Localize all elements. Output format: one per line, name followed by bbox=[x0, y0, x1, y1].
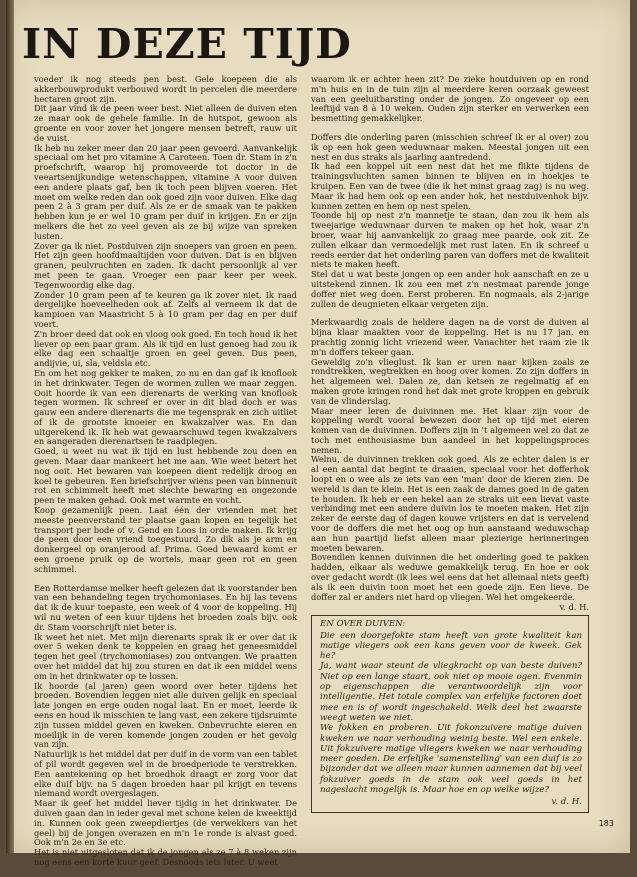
magazine-page bbox=[6, 0, 630, 867]
right-column bbox=[311, 75, 589, 813]
page-spine bbox=[6, 0, 14, 853]
author-signature: v. d. H. bbox=[559, 602, 589, 613]
sidebar-box bbox=[311, 615, 589, 812]
left-column bbox=[34, 75, 297, 877]
page-title: IN DEZE TIJD bbox=[22, 20, 352, 68]
box-signature: v. d. H. bbox=[551, 797, 582, 808]
page-number: 183 bbox=[598, 819, 614, 828]
box-title: EN OVER DUIVEN: bbox=[320, 619, 406, 630]
paragraph: waarom ik er achter heen zit? De zieke houtduiven op en rond m'n huis en in de tuin zijn al meerdere keren oorzaak geweest van een geeluitbarsting onder de jongen. Zo ongeveer op een leeftijd van 8 à 10 weken. Ouden zijn sterker en verwerken een besmetting gemakkelijker. bbox=[311, 74, 589, 124]
paragraph: Een Rotterdamse melker heeft gelezen dat ik voorstander ben van een behandeling tegen trychomoniases. En hij las tevens dat ik de kuur toepaste, een week of 4 voor de koppeling. Hij wil nu weten of een kuur tijdens het broeden zoals bijv. ook dr. Stam voorschrijft niet beter is. Ik weet het niet. Met mijn dierenarts sprak ik er over dat ik over 5 weken denk te koppelen en graag het geneesmiddel tegen het geel (trychomoniases) zou ontvangen. We praatten over het middel dat hij zou sturen en dat ik een middel wens om in het drinkwater op te lossen. Ik hoorde (al jaren) geen woord over beter tijdens het broeden. Bovendien leggen niet alle duiven gelijk en speciaal late jongen en erge ouden nogal laat. En er moet, leerde ik eens en houd ik misschien te lang vast, een zekere tijdsruimte zijn tussen middel geven en kweken. Onbevruchte eieren en moeilijk in de veren komende jongen zouden er het gevolg van zijn. Natuurlijk is het middel dat per duif in de vorm van een tablet of pil wordt gegeven wel in de broedperiode te verstrekken. Een aantekening op het broedhok draagt er zorg voor dat elke duif bijv. na 5 dagen broeden haar pil krijgt en tevens niemand wordt overgeslagen. Maar ik geef het middel liever tijdig in het drinkwater. De duiven gaan dan in ieder geval met schone kelen de kweektijd in. Kunnen ook geen zweepdiertjes (de verwekkers van het geel) bij de jongen overazen en m'n 1e ronde is alvast goed. Ook m'n 2e en 3e etc. Het is niet uitgesloten dat ik de jongen als ze 7 à 8 weken zijn nog eens een korte kuur geef. Desnoods iets later. U weet bbox=[34, 582, 297, 867]
box-text: Die een doorgefokte stam heeft van grote kwaliteit kan matige vliegers ook een kans geven voor de kweek. Gek he? Ja, want waar steunt de vliegkracht op van beste duiven? Niet op een lange staart, ook niet op mooie ogen. Evenmin op eigenschappen die verantwoordelijk zijn voor intelligentie. Het totale complex van erfelijke factoren doet mee en is of wordt ingeschakeld. Welk deel het zwaarste weegt weten we niet. We fokken en proberen. Uit fokonzuivere matige duiven kweken we naar verhouding weinig beste. Wel een enkele. Uit fokzuivere matige vliegers kweken we naar verhouding meer goeden. De erfelijke 'samenstelling' van een duif is zo bijzonder dat we alleen maar kunnen aannemen dat bij veel fokzuiver goeds in de stam ook veel goeds in het nageslacht mogelijk is. Maar hoe en op welke wijze? bbox=[320, 630, 582, 795]
paragraph: Doffers die onderling paren (misschien schreef ik er al over) zou ik op een hok geen weduwnaar maken. Meestal jongen uit een nest en dus straks als jaarling aantredend. Ik had een koppel uit een nest dat het me flikte tijdens de trainingsvluchten samen binnen te blijven en in hoekjes te kruipen. Een van de twee (die ik het minst graag zag) is nu weg. Maar ik had hem ook op een ander hok, het nestduivenhok bijv. kunnen zetten en hem op nest spelen. Toonde hij op nest z'n mannetje te staan, dan zou ik hem als tweejarige weduwnaar durven te maken op het hok, waar z'n broer, waar hij aanvankelijk zo graag mee paarde, ook zit. Ze zullen elkaar dan vermoedelijk met rust laten. En ik schreef u reeds eerder dat het onderling paren van doffers met de kwaliteit niets te maken heeft. Stel dat u wat beste jongen op een ander hok aanschaft en ze u uitstekend zinnen. Ik zou een met z'n nestmaat parende jonge doffer niet weg doen. Eerst proberen. En nogmaals, als 2-jarige zullen de deugnieten elkaar vergeten zijn. bbox=[311, 131, 589, 309]
paragraph: Merkwaardig zoals de heldere dagen na de vorst de duiven al bijna klaar maakten voor de koppeling. Het is nu 17 jan. en prachtig zonnig licht vriezend weer. Vanachter het raam zie ik m'n doffers tekeer gaan. Geweldig zo'n vlieglust. Ik kan er uren naar kijken zoals ze rondtrekken, wegtrekken en hoog over komen. Zo zijn doffers in het algemeen wel. Dalen ze, dan ketsen ze regelmatig af en maken grote kringen rond het dak met grote kroppen en gebruik van de vlinderslag. Maar meer leren de duivinnen me. Het klaar zijn voor de koppeling wordt vooral bewezen door het op tijd met eieren komen van de duivinnen. Doffers zijn in 't algemeen wel zo dat ze toch met enthousiasme bun aandeel in het koppelingsproces nemen. Welnu, de duivinnen trekken ook goed. Als ze echter dalen is er al een aantal dat begint te draaien, speciaal voor het dofferhok loopt en o wee als ze iets van een 'man' door de kieren zien. De wereld is dan te klein. Het is een zaak de dames goed in de gaten te houden. Ik heb er een hekel aan ze straks uit een lievat vaste verbinding met een andere duivin los te moeten maken. Het zijn zeker de eerste dag of dagen kouwe vrijsters en dat is vervelend voor de doffers die met het oog op hun aanstaand weduwschap aan hun paartijd liefst alleen maar plezierige herinneringen moeten bewaren. Bovendien kennen duivinnen die het onderling goed te pakken hadden, elkaar als weduwe gemakkelijk terug. En hoe er ook over gedacht wordt (ik lees wel eens dat het allemaal niets geeft) als ik een duivin toon moet het een goede zijn. Een lieve. De doffer zal er anders niet hard op vliegen. Wel het omgekeerde. bbox=[311, 317, 589, 602]
paragraph: voeder ik nog steeds pen best. Gele koepeen die als akkerbouwprodukt verbouwd wordt in percelen die meerdere hectaren groot zijn. Dit jaar vind ik de peen weer best. Niet alleen de duiven eten ze maar ook de gehele familie. In de hutspot, gewoon als groente en voor zover het jongere mensen betreft, rauw uit de vuist. Ik heb nu zeker meer dan 20 jaar peen gevoerd. Aanvankelijk speciaal om het pro vitamine A Caroteen. Toen dr. Stam in z'n proefschrift, waarop hij promoveerde tot doctor in de veeartsenijkundige wetenschappen, vitamine A voor duiven een andere plaats gaf, ben ik toch peen blijven voeren. Het moet om welke reden dan ook goed zijn voor duiven. Elke dag peen 2 à 3 gram per duif. Als ze er de smaak van te pakken hebben kun je er wel 10 gram per duif in krijgen. En er zijn melkers die het zo veel geven als ze bij wijze van spreken lusten. Zover ga ik niet. Postduiven zijn snoepers van groen en peen. Het zijn geen hoofdmaaltijden voor duiven. Dat is en blijven granen, peulvruchten en zaden. Ik dacht persoonlijk al ver met peen te gaan. Vroeger een paar keer per week. Tegenwoordig elke dag. Zonder 10 gram peen af te keuren ga ik zover niet. Ik raad dergelijke hoeveelheden ook af. Zelfs al verneem ik dat de kampioen van Maastricht 5 à 10 gram per dag en per duif voert. Z'n broer deed dat ook en vloog ook goed. En toch houd ik het liever op een paar gram. Als ik tijd en lust genoeg had zou ik elke dag een schaaltje groen en geel geven. Dus peen, andijvie, ui, sla, veldsla etc. En om het nog gekker te maken, zo nu en dan gaf ik knoflook in het drinkwater. Tegen de wormen zullen we maar zeggen. Ooit hoorde ik van een dierenarts de werking van knoflook tegen wormen. Ik schreef er over in dit blad doch er was gauw een andere dierenarts die me tegensprak en zich uitliet of ik de grootste knoeier en kwakzalver was. En dan uitgerekend ik. Ik heb wat gewaarschuwd tegen kwakzalvers en aangeraden dierenartsen te raadplegen. Goed, u weet nu wat ik tijd en lust hebbende zou doen en geven. Maar daar mankeert het me aan. Wie weet betert het nog ooit. Het bewaren van koepeen dient redelijk droog en koel te gebeuren. Een briefschrijver wiens peen van binnenuit rot en schimmelt heeft met slechte bewaring en ongezonde peen te maken gehad. Ook met warmte en vocht. Koop gezamenlijk peen. Laat één der vrienden met het meeste peenverstand ter plaatse gaan kopen en tegelijk het transport per bode of v. Gend en Loos in orde maken. Ik krijg de peen door een vriend toegestuurd. Zo dik als je arm en donkergeel op oranjerood af. Prima. Goed bewaard komt er een groene pruik op de wortels, maar geen rot en geen schimmel. bbox=[34, 74, 297, 574]
